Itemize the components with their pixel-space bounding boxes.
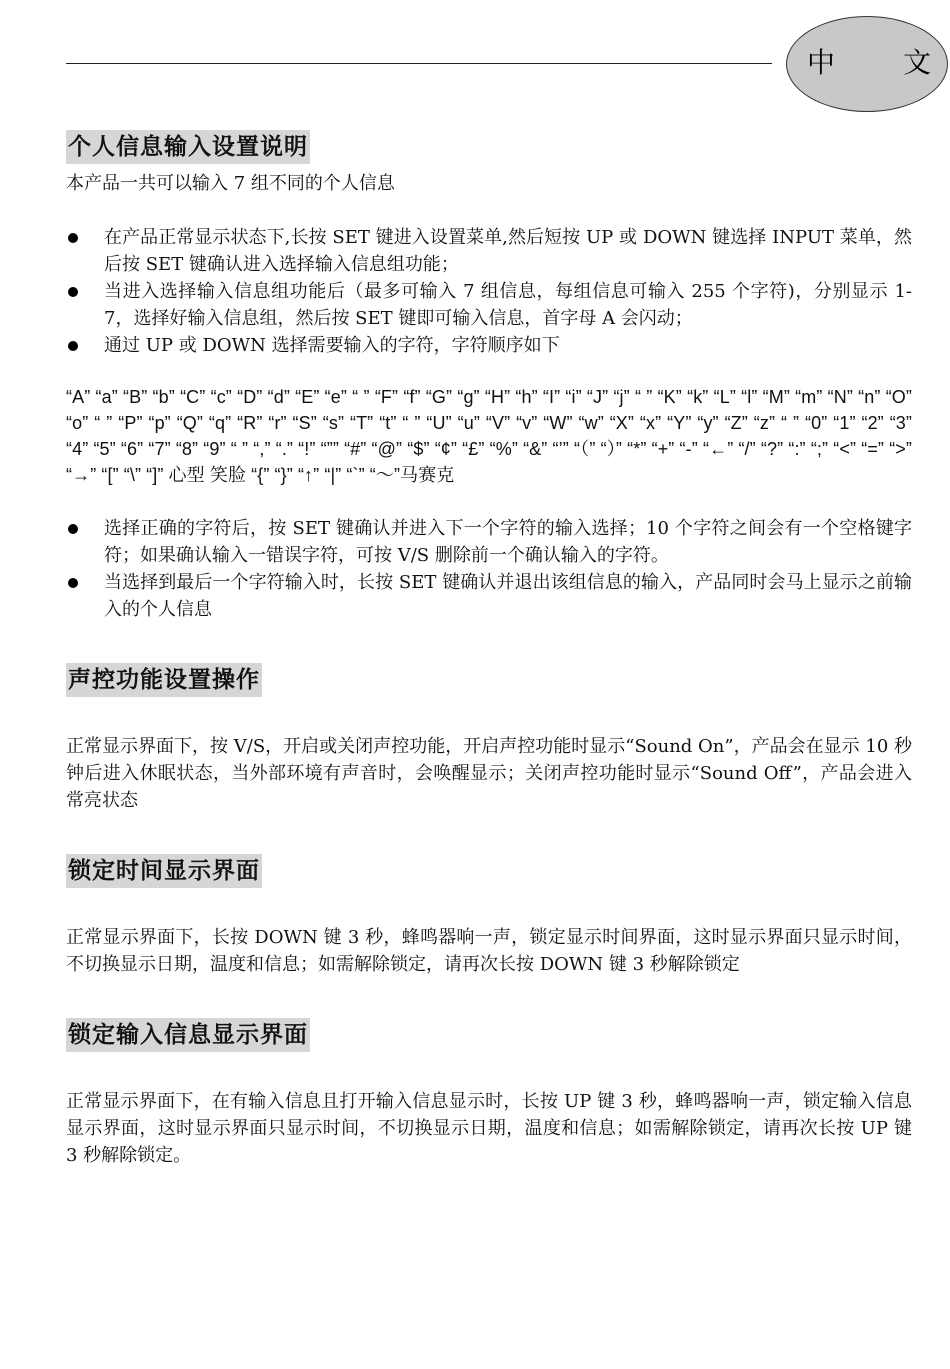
bullet-icon bbox=[68, 578, 78, 588]
list-item bbox=[66, 332, 912, 359]
personal-info-intro: 本产品一共可以输入 7 组不同的个人信息 bbox=[66, 173, 395, 194]
list-item-text: 当进入选择输入信息组功能后（最多可输入 7 组信息，每组信息可输入 255 个字符)，分别显示 1-7，选择好输入信息组，然后按 SET 键即可输入信息，首字母 A 会闪动； bbox=[104, 281, 912, 329]
list-item-text: 当选择到最后一个字符输入时，长按 SET 键确认并退出该组信息的输入，产品同时会马上显示之前输入的个人信息 bbox=[104, 572, 912, 620]
voice-control-body: 正常显示界面下，按 V/S，开启或关闭声控功能，开启声控功能时显示“Sound On”，产品会在显示 10 秒钟后进入休眠状态，当外部环境有声音时，会唤醒显示；关闭声控功能时显示“Sound Off”，产品会进入常亮状态 bbox=[66, 736, 912, 811]
list-item-text: 通过 UP 或 DOWN 选择需要输入的字符，字符顺序如下 bbox=[104, 335, 560, 356]
language-char-1: 中 bbox=[807, 46, 836, 79]
input-steps-list bbox=[66, 224, 912, 359]
header-rule bbox=[66, 63, 772, 64]
list-item-text: 选择正确的字符后，按 SET 键确认并进入下一个字符的输入选择；10 个字符之间会有一个空格键字符；如果确认输入一错误字符，可按 V/S 删除前一个确认输入的字符。 bbox=[104, 518, 912, 566]
character-order-list: “A” “a” “B” “b” “C” “c” “D” “d” “E” “e” “ ” “F” “f” “G” “g” “H” “h” “I” “i” “J” “j” “ ” “K” “k” “L” “l” “M” “m” “N” “n” “O” “o” “ ” “P” “p” “Q” “q” “R” “r” “S” “s” “T” “t” “ ” “U” “u” “V” “v” “W” “w” “X” “x” “Y” “y” “Z” “z” “ ” “0” “1” “2” “3” “4” “5” “6” “7” “8” “9” “ ” “,” “.” “!” “”” “#” “@” “$” “¢” “£” “%” “&” “’” “（” “）” “*” “+” “-” “←” “/” “?” “:” “;” “<” “=” “>” “→” “[” “\” “]” 心型 笑脸 “{” “}” “↑” “|” “`” “～”马赛克 bbox=[66, 387, 912, 485]
list-item bbox=[66, 515, 912, 569]
page-content bbox=[66, 130, 912, 1169]
list-item bbox=[66, 278, 912, 332]
list-item bbox=[66, 569, 912, 623]
confirm-steps-list bbox=[66, 515, 912, 623]
bullet-icon bbox=[68, 524, 78, 534]
bullet-icon bbox=[68, 287, 78, 297]
section-title-lock-info: 锁定输入信息显示界面 bbox=[66, 1018, 310, 1052]
section-title-lock-time: 锁定时间显示界面 bbox=[66, 854, 262, 888]
lock-info-body: 正常显示界面下，在有输入信息且打开输入信息显示时，长按 UP 键 3 秒，蜂鸣器响一声，锁定输入信息显示界面，这时显示界面只显示时间，不切换显示日期，温度和信息；如需解除锁定，请再次长按 UP 键 3 秒解除锁定。 bbox=[66, 1091, 912, 1166]
list-item bbox=[66, 224, 912, 278]
language-badge bbox=[786, 16, 948, 112]
section-title-personal-info: 个人信息输入设置说明 bbox=[66, 130, 310, 164]
list-item-text: 在产品正常显示状态下,长按 SET 键进入设置菜单,然后短按 UP 或 DOWN 键选择 INPUT 菜单，然后按 SET 键确认进入选择输入信息组功能； bbox=[104, 227, 912, 275]
section-title-voice-control: 声控功能设置操作 bbox=[66, 663, 262, 697]
bullet-icon bbox=[68, 233, 78, 243]
language-char-2: 文 bbox=[903, 46, 932, 79]
bullet-icon bbox=[68, 341, 78, 351]
lock-time-body: 正常显示界面下，长按 DOWN 键 3 秒，蜂鸣器响一声，锁定显示时间界面，这时显示界面只显示时间，不切换显示日期，温度和信息；如需解除锁定，请再次长按 DOWN 键 3 秒解除锁定 bbox=[66, 927, 912, 975]
